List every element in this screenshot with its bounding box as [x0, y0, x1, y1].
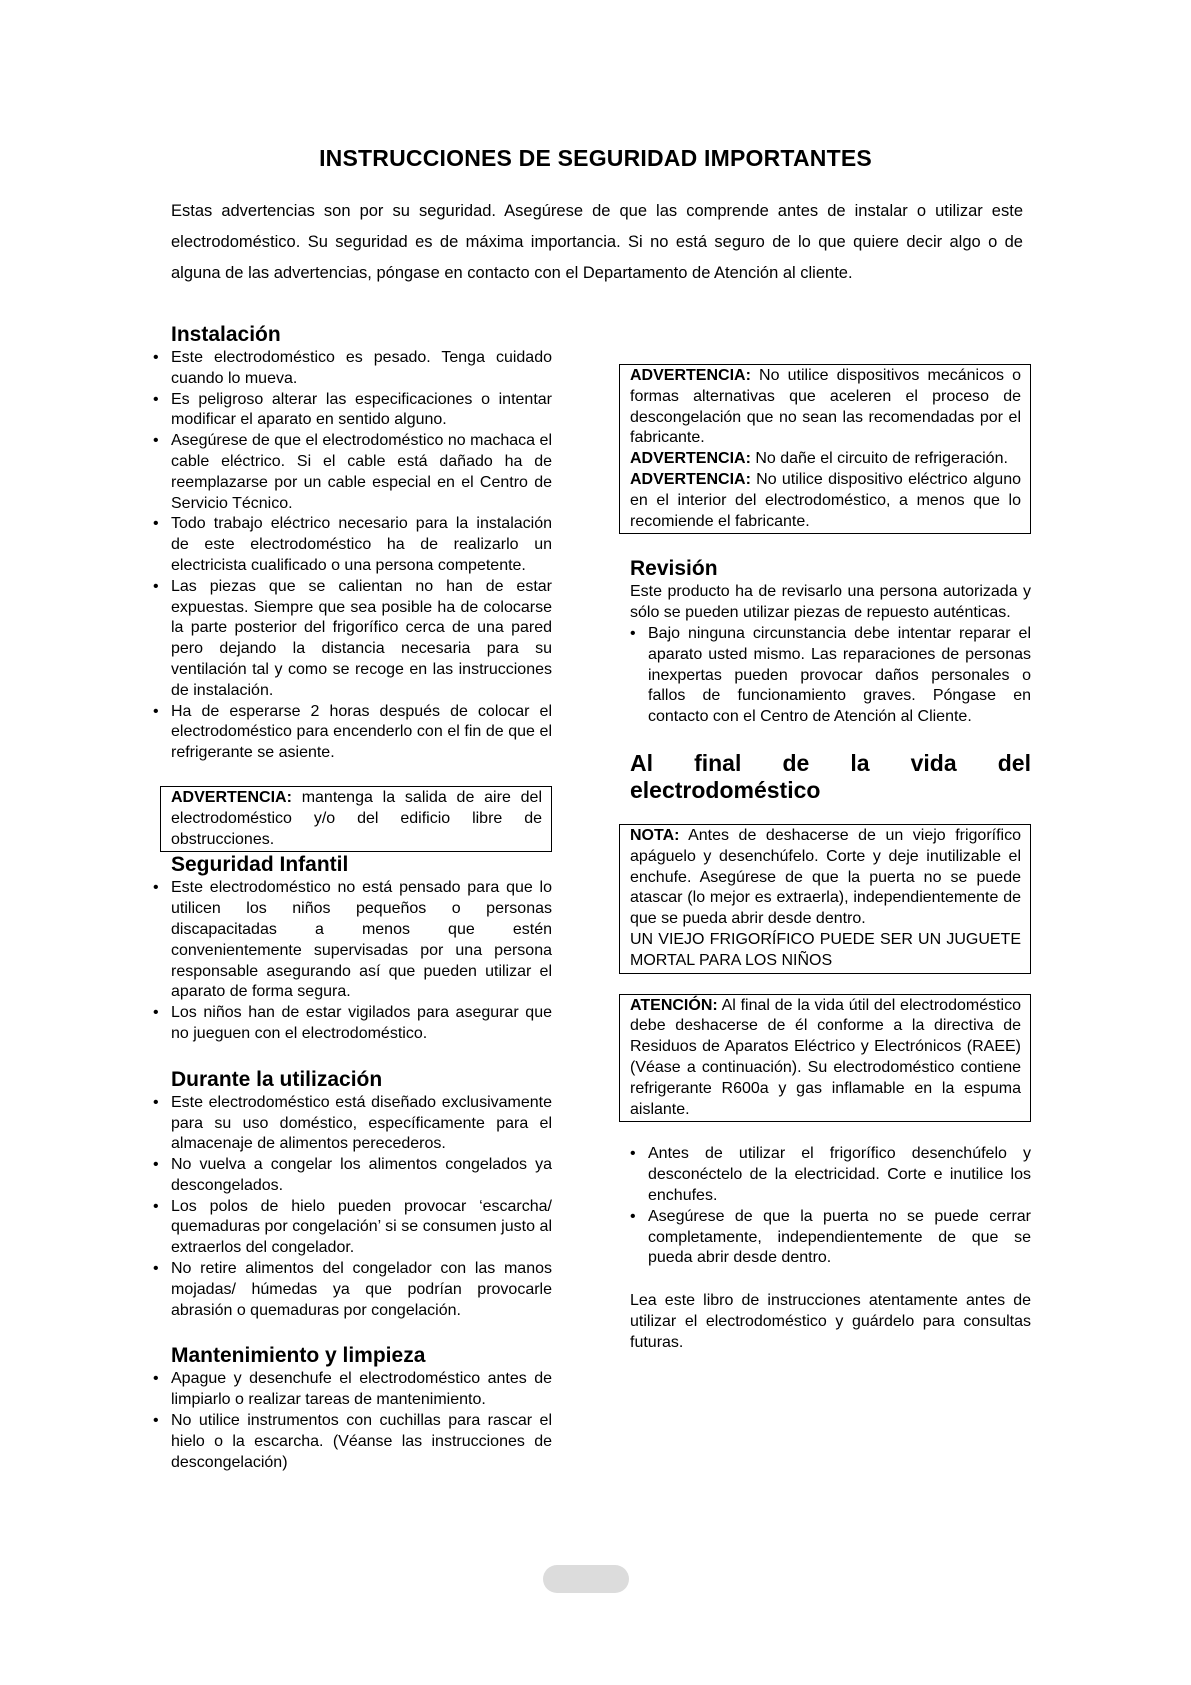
warning-label: ADVERTENCIA:	[630, 450, 751, 468]
list-item: • Apague y desenchufe el electrodoméstico antes de limpiarlo o realizar tareas de mantenimiento.	[160, 1369, 552, 1411]
list-item: • Es peligroso alterar las especificaciones o intentar modificar el aparato en sentido alguno.	[160, 390, 552, 432]
attention-text: Al final de la vida útil del electrodoméstico debe deshacerse de él conforme a la directiva de Residuos de Aparatos Eléctrico y Electrónicos (RAEE) (Véase a continuación). Su electrodoméstico contiene refrigerante R600a y gas inflamable en la espuma aislante.	[630, 996, 1021, 1118]
heading-mantenimiento: Mantenimiento y limpieza	[171, 1344, 426, 1368]
list-disposal	[630, 1144, 1031, 1269]
intro-paragraph: Estas advertencias son por su seguridad. Asegúrese de que las comprende antes de instalar o utilizar este electrodoméstico. Su seguridad es de máxima importancia. Si no está seguro de lo que quiere decir algo o de alguna de las advertencias, póngase en contacto con el Departamento de Atención al cliente.	[171, 202, 1023, 282]
list-utilizacion	[160, 1093, 552, 1322]
revision-text: Este producto ha de revisarlo una persona autorizada y sólo se pueden utilizar piezas de repuesto auténticas.	[630, 583, 1031, 622]
closing-text: Lea este libro de instrucciones atentamente antes de utilizar el electrodoméstico y guárdelo para consultas futuras.	[630, 1292, 1031, 1351]
list-mantenimiento	[160, 1369, 552, 1473]
list-item: • Antes de utilizar el frigorífico desenchúfelo y desconéctelo de la electricidad. Corte e inutilice los enchufes.	[630, 1144, 1031, 1206]
list-item: • Este electrodoméstico está diseñado exclusivamente para su uso doméstico, específicamente para el almacenaje de alimentos perecederos.	[160, 1093, 552, 1155]
warning-box-advertencias	[619, 364, 1031, 534]
left-column	[160, 322, 552, 1473]
list-item: • Asegúrese de que el electrodoméstico no machaca el cable eléctrico. Si el cable está dañado ha de reemplazarse por un cable especial en el Centro de Servicio Técnico.	[160, 431, 552, 514]
list-item: • Las piezas que se calientan no han de estar expuestas. Siempre que sea posible ha de colocarse la parte posterior del frigorífico cerca de una pared pero dejando la distancia necesaria para su ventilación tal y como se recoge en las instrucciones de instalación.	[160, 577, 552, 702]
list-instalacion	[160, 348, 552, 764]
note-text: Antes de deshacerse de un viejo frigorífico apáguelo y desenchúfelo. Corte y deje inutilizable el enchufe. Asegúrese de que la puerta no se puede atascar (lo mejor es extraerla), independientemente de que se pueda abrir desde dentro.	[630, 826, 1021, 928]
list-item: • Asegúrese de que la puerta no se puede cerrar completamente, independientemente de que se pueda abrir desde dentro.	[630, 1207, 1031, 1269]
warning-label: ADVERTENCIA:	[630, 470, 751, 488]
list-item: • No vuelva a congelar los alimentos congelados ya descongelados.	[160, 1155, 552, 1197]
list-item: • Este electrodoméstico es pesado. Tenga cuidado cuando lo mueva.	[160, 348, 552, 390]
attention-label: ATENCIÓN:	[630, 996, 718, 1014]
page-number-pill	[543, 1565, 629, 1593]
warning-text: No utilice dispositivo eléctrico alguno en el interior del electrodoméstico, a menos que lo recomiende el fabricante.	[630, 470, 1021, 530]
list-item: • Todo trabajo eléctrico necesario para la instalación de este electrodoméstico ha de realizarlo un electricista cualificado o una persona competente.	[160, 514, 552, 576]
warning-box-air-outlet	[160, 786, 552, 852]
list-revision	[630, 624, 1031, 728]
list-item: • Ha de esperarse 2 horas después de colocar el electrodoméstico para encenderlo con el fin de que el refrigerante se asiente.	[160, 702, 552, 764]
list-seguridad	[160, 878, 552, 1044]
warning-text: mantenga la salida de aire del electrodoméstico y/o del edificio libre de obstrucciones.	[171, 788, 542, 848]
attention-box	[619, 994, 1031, 1123]
list-item: • No retire alimentos del congelador con las manos mojadas/ húmedas ya que podrían provocarle abrasión o quemaduras por congelación.	[160, 1259, 552, 1321]
right-column	[619, 364, 1031, 1353]
warning-label: ADVERTENCIA:	[171, 788, 292, 806]
heading-instalacion: Instalación	[171, 323, 281, 346]
heading-revision: Revisión	[630, 557, 718, 581]
heading-final-vida: Al final de la vida del electrodoméstico	[630, 749, 1031, 803]
heading-durante-utilizacion: Durante la utilización	[171, 1067, 383, 1091]
list-item: • Este electrodoméstico no está pensado para que lo utilicen los niños pequeños o personas discapacitadas a menos que estén convenientemente supervisadas por una persona responsable asegurando así que pueden utilizar el aparato de forma segura.	[160, 878, 552, 1003]
list-item: • No utilice instrumentos con cuchillas para rascar el hielo o la escarcha. (Véanse las instrucciones de descongelación)	[160, 1411, 552, 1473]
heading-seguridad-infantil: Seguridad Infantil	[171, 853, 349, 877]
list-item: • Los niños han de estar vigilados para asegurar que no jueguen con el electrodoméstico.	[160, 1003, 552, 1045]
note-caps: UN VIEJO FRIGORÍFICO PUEDE SER UN JUGUETE MORTAL PARA LOS NIÑOS	[630, 930, 1021, 969]
note-label: NOTA:	[630, 826, 680, 844]
page-title: INSTRUCCIONES DE SEGURIDAD IMPORTANTES	[319, 145, 872, 171]
note-box	[619, 824, 1031, 974]
warning-text: No dañe el circuito de refrigeración.	[750, 450, 1008, 468]
warning-label: ADVERTENCIA:	[630, 367, 751, 384]
warning-text: No utilice dispositivos mecánicos o formas alternativas que aceleren el proceso de descongelación que no sean las recomendadas por el fabricante.	[630, 367, 1021, 447]
list-item: • Bajo ninguna circunstancia debe intentar reparar el aparato usted mismo. Las reparaciones de personas inexpertas pueden provocar daños personales o fallos de funcionamiento graves. Póngase en contacto con el Centro de Atención al Cliente.	[630, 624, 1031, 728]
list-item: • Los polos de hielo pueden provocar ‘escarcha/ quemaduras por congelación’ si se consumen justo al extraerlos del congelador.	[160, 1197, 552, 1259]
